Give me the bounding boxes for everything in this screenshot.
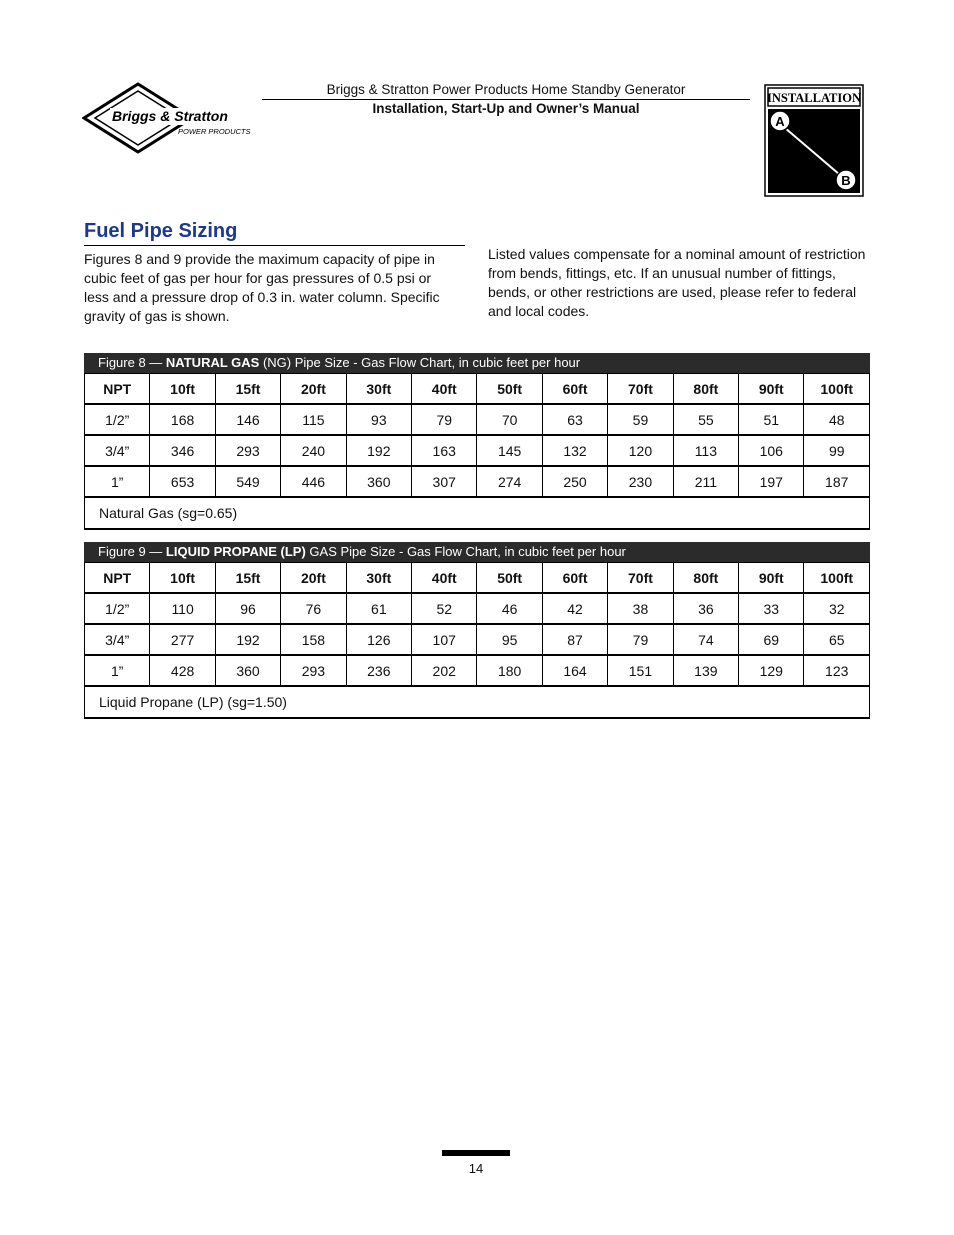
table-cell: 145 — [477, 435, 542, 466]
column-header: 15ft — [215, 374, 280, 405]
table-cell: 3/4” — [85, 624, 150, 655]
table-cell: 151 — [608, 655, 673, 686]
table-cell: 95 — [477, 624, 542, 655]
table-row — [85, 655, 870, 686]
table-cell: 158 — [281, 624, 346, 655]
column-header: NPT — [85, 563, 150, 594]
installation-badge-icon — [764, 84, 864, 197]
header-rule — [262, 99, 750, 100]
table-cell: 307 — [412, 466, 477, 497]
table-cell: 120 — [608, 435, 673, 466]
gas-specific-gravity-note: Natural Gas (sg=0.65) — [85, 497, 870, 529]
figure-8-table — [84, 373, 870, 530]
table-cell: 346 — [150, 435, 215, 466]
table-cell: 164 — [542, 655, 607, 686]
table-cell: 76 — [281, 593, 346, 624]
table-cell: 236 — [346, 655, 411, 686]
column-header: 50ft — [477, 563, 542, 594]
table-cell: 163 — [412, 435, 477, 466]
logo-sub-text: POWER PRODUCTS — [178, 127, 251, 136]
table-cell: 180 — [477, 655, 542, 686]
table-cell: 1” — [85, 466, 150, 497]
table-note-row — [85, 497, 870, 529]
table-cell: 36 — [673, 593, 738, 624]
column-header: 100ft — [804, 374, 870, 405]
column-header: 40ft — [412, 563, 477, 594]
column-header: 80ft — [673, 374, 738, 405]
figure-9-caption: Figure 9 — LIQUID PROPANE (LP) GAS Pipe Size - Gas Flow Chart, in cubic feet per hour — [84, 542, 870, 562]
table-cell: 428 — [150, 655, 215, 686]
table-cell: 93 — [346, 404, 411, 435]
table-cell: 360 — [215, 655, 280, 686]
badge-b-label: B — [841, 173, 851, 188]
table-cell: 202 — [412, 655, 477, 686]
table-cell: 99 — [804, 435, 870, 466]
table-cell: 192 — [346, 435, 411, 466]
footer-bar — [442, 1150, 510, 1156]
figure-8-natural-gas — [84, 353, 870, 530]
badge-a-label: A — [775, 114, 785, 129]
table-cell: 360 — [346, 466, 411, 497]
figure-8-caption: Figure 8 — NATURAL GAS (NG) Pipe Size - Gas Flow Chart, in cubic feet per hour — [84, 353, 870, 373]
table-cell: 126 — [346, 624, 411, 655]
column-header: NPT — [85, 374, 150, 405]
section-title: Fuel Pipe Sizing — [84, 220, 238, 242]
table-header-row — [85, 374, 870, 405]
table-cell: 106 — [739, 435, 804, 466]
table-cell: 549 — [215, 466, 280, 497]
table-cell: 110 — [150, 593, 215, 624]
table-cell: 55 — [673, 404, 738, 435]
column-header: 90ft — [739, 563, 804, 594]
figure-9-liquid-propane — [84, 542, 870, 719]
table-cell: 123 — [804, 655, 870, 686]
table-cell: 187 — [804, 466, 870, 497]
table-cell: 3/4” — [85, 435, 150, 466]
table-cell: 69 — [739, 624, 804, 655]
table-cell: 113 — [673, 435, 738, 466]
table-row — [85, 593, 870, 624]
column-header: 40ft — [412, 374, 477, 405]
table-cell: 132 — [542, 435, 607, 466]
column-header: 100ft — [804, 563, 870, 594]
table-cell: 146 — [215, 404, 280, 435]
table-row — [85, 404, 870, 435]
column-header: 80ft — [673, 563, 738, 594]
column-header: 30ft — [346, 374, 411, 405]
table-cell: 446 — [281, 466, 346, 497]
column-header: 10ft — [150, 374, 215, 405]
table-cell: 87 — [542, 624, 607, 655]
table-cell: 293 — [215, 435, 280, 466]
table-cell: 274 — [477, 466, 542, 497]
table-header-row — [85, 563, 870, 594]
table-cell: 197 — [739, 466, 804, 497]
table-cell: 79 — [608, 624, 673, 655]
column-header: 20ft — [281, 374, 346, 405]
gas-specific-gravity-note: Liquid Propane (LP) (sg=1.50) — [85, 686, 870, 718]
table-cell: 63 — [542, 404, 607, 435]
table-cell: 115 — [281, 404, 346, 435]
table-cell: 33 — [739, 593, 804, 624]
table-note-row — [85, 686, 870, 718]
table-cell: 1/2” — [85, 404, 150, 435]
page-number: 14 — [468, 1161, 484, 1176]
column-header: 30ft — [346, 563, 411, 594]
table-cell: 51 — [739, 404, 804, 435]
table-cell: 129 — [739, 655, 804, 686]
table-row — [85, 624, 870, 655]
badge-label: INSTALLATION — [766, 91, 862, 105]
table-cell: 250 — [542, 466, 607, 497]
section-rule — [84, 245, 465, 246]
intro-paragraph-left: Figures 8 and 9 provide the maximum capacity of pipe in cubic feet of gas per hour for gas pressures of 0.5 psi or less and a pressure drop of 0.3 in. water column. Specific gravity of gas is shown. — [84, 251, 440, 324]
table-cell: 61 — [346, 593, 411, 624]
table-cell: 277 — [150, 624, 215, 655]
table-cell: 653 — [150, 466, 215, 497]
table-cell: 192 — [215, 624, 280, 655]
table-cell: 139 — [673, 655, 738, 686]
header-subtitle: Installation, Start-Up and Owner’s Manual — [372, 101, 640, 116]
column-header: 50ft — [477, 374, 542, 405]
table-cell: 96 — [215, 593, 280, 624]
table-cell: 52 — [412, 593, 477, 624]
table-cell: 65 — [804, 624, 870, 655]
column-header: 70ft — [608, 563, 673, 594]
column-header: 60ft — [542, 374, 607, 405]
table-cell: 1” — [85, 655, 150, 686]
column-header: 20ft — [281, 563, 346, 594]
table-cell: 293 — [281, 655, 346, 686]
table-cell: 59 — [608, 404, 673, 435]
table-cell: 107 — [412, 624, 477, 655]
briggs-stratton-logo — [82, 82, 254, 154]
table-cell: 32 — [804, 593, 870, 624]
table-cell: 168 — [150, 404, 215, 435]
table-cell: 211 — [673, 466, 738, 497]
table-cell: 38 — [608, 593, 673, 624]
table-row — [85, 466, 870, 497]
logo-brand-text: Briggs & Stratton — [112, 108, 228, 124]
column-header: 10ft — [150, 563, 215, 594]
column-header: 15ft — [215, 563, 280, 594]
table-cell: 46 — [477, 593, 542, 624]
table-cell: 79 — [412, 404, 477, 435]
table-cell: 230 — [608, 466, 673, 497]
table-cell: 42 — [542, 593, 607, 624]
table-row — [85, 435, 870, 466]
figure-9-table — [84, 562, 870, 719]
intro-paragraph-right: Listed values compensate for a nominal amount of restriction from bends, fittings, etc. If an unusual number of fittings, bends, or other restrictions are used, please refer to federal and local codes. — [488, 246, 866, 319]
column-header: 90ft — [739, 374, 804, 405]
column-header: 60ft — [542, 563, 607, 594]
table-cell: 1/2” — [85, 593, 150, 624]
table-cell: 74 — [673, 624, 738, 655]
column-header: 70ft — [608, 374, 673, 405]
table-cell: 48 — [804, 404, 870, 435]
table-cell: 240 — [281, 435, 346, 466]
table-cell: 70 — [477, 404, 542, 435]
header-title: Briggs & Stratton Power Products Home Standby Generator — [326, 82, 686, 97]
